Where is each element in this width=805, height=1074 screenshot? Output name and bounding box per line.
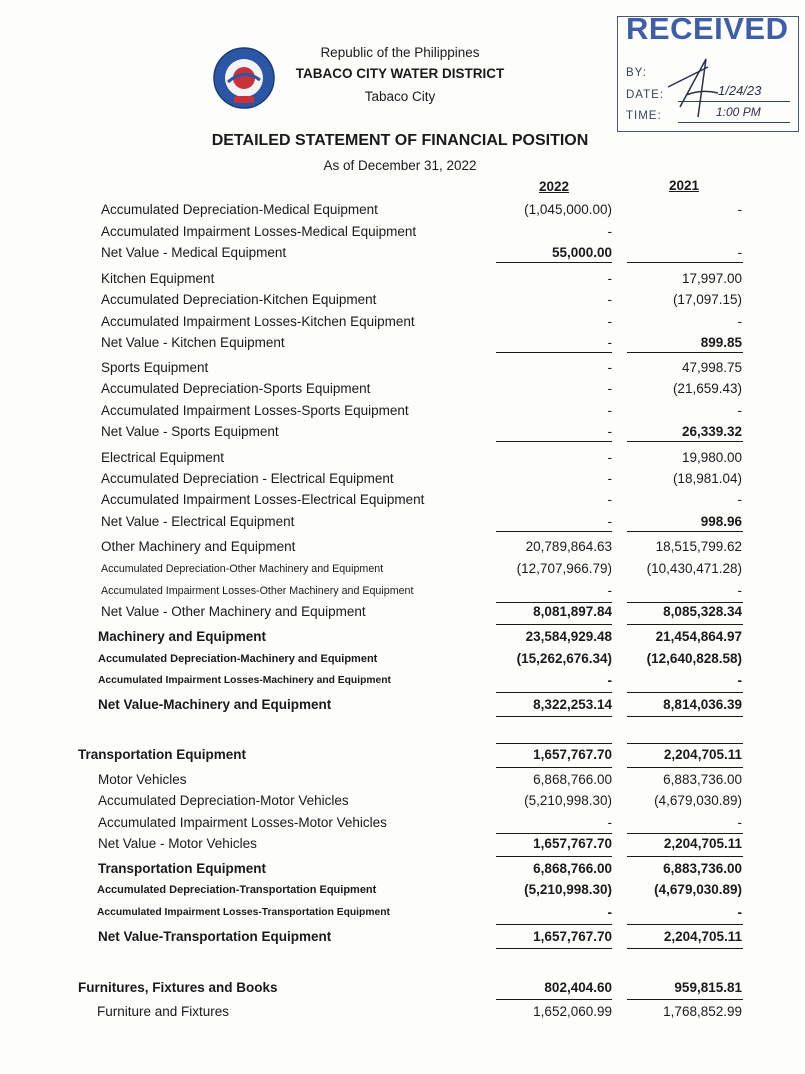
value-2021: (12,640,828.58): [646, 651, 742, 666]
row-label: Net Value - Kitchen Equipment: [101, 335, 285, 350]
value-2022: 802,404.60: [544, 980, 612, 995]
value-2021: -: [737, 202, 742, 217]
value-2022: 8,322,253.14: [533, 697, 612, 712]
table-row: [0, 292, 805, 312]
row-label: Accumulated Impairment Losses-Medical Equipment: [101, 224, 417, 239]
value-2021: -: [737, 583, 742, 598]
value-2022: -: [607, 292, 612, 307]
header-city: Tabaco City: [364, 89, 436, 104]
subtotal-rule: [627, 602, 743, 603]
row-label: Kitchen Equipment: [101, 271, 215, 286]
row-label: Accumulated Impairment Losses-Transportation Equipment: [97, 907, 390, 918]
table-row: [0, 224, 805, 244]
stamp-title: RECEIVED: [626, 11, 789, 46]
value-2021: 1,768,852.99: [663, 1004, 742, 1019]
row-label: Net Value-Transportation Equipment: [98, 929, 332, 944]
stamp-date-value: 1/24/23: [718, 83, 762, 98]
table-row: [0, 381, 805, 401]
value-2022: -: [607, 514, 612, 529]
value-2021: 17,997.00: [681, 271, 742, 286]
column-header-2022: 2022: [538, 179, 570, 194]
row-label: Accumulated Impairment Losses-Sports Equipment: [101, 403, 409, 418]
value-2021: 18,515,799.62: [655, 539, 742, 554]
table-row: [0, 539, 805, 559]
table-row: [0, 1004, 805, 1024]
value-2022: -: [607, 403, 612, 418]
stamp-date-label: DATE:: [626, 89, 665, 101]
table-row: [0, 651, 805, 671]
table-row: [0, 583, 805, 603]
table-row: [0, 836, 805, 856]
value-2022: -: [607, 360, 612, 375]
table-row: [0, 471, 805, 491]
subtotal-rule: [627, 767, 743, 768]
row-label: Net Value - Medical Equipment: [101, 245, 287, 260]
value-2021: -: [737, 492, 742, 507]
header-republic: Republic of the Philippines: [320, 45, 480, 60]
value-2022: -: [607, 673, 612, 688]
subtotal-rule: [627, 948, 743, 949]
value-2022: -: [607, 314, 612, 329]
row-label: Electrical Equipment: [101, 450, 225, 465]
subtotal-rule: [496, 767, 612, 768]
row-label: Other Machinery and Equipment: [101, 539, 296, 554]
value-2022: -: [607, 335, 612, 350]
value-2021: 2,204,705.11: [663, 929, 742, 944]
row-label: Accumulated Impairment Losses-Machinery and Equipment: [98, 675, 391, 686]
value-2021: 47,998.75: [681, 360, 742, 375]
row-label: Accumulated Impairment Losses-Electrical Equipment: [101, 492, 425, 507]
row-label: Accumulated Depreciation-Motor Vehicles: [98, 793, 349, 808]
row-label: Net Value-Machinery and Equipment: [98, 697, 332, 712]
row-label: Accumulated Depreciation-Medical Equipment: [101, 202, 378, 217]
value-2022: 1,657,767.70: [533, 836, 612, 851]
value-2022: 6,868,766.00: [533, 772, 612, 787]
table-row: [0, 245, 805, 265]
value-2021: 8,085,328.34: [663, 604, 742, 619]
value-2021: 21,454,864.97: [655, 629, 742, 644]
value-2022: -: [607, 450, 612, 465]
value-2021: 6,883,736.00: [663, 772, 742, 787]
table-row: [0, 360, 805, 380]
value-2022: 8,081,897.84: [533, 604, 612, 619]
stamp-time-label: TIME:: [626, 110, 662, 122]
row-label: Accumulated Impairment Losses-Kitchen Equipment: [101, 314, 415, 329]
value-2021: (17,097.15): [672, 292, 742, 307]
value-2022: 20,789,864.63: [525, 539, 612, 554]
row-label: Accumulated Depreciation-Kitchen Equipment: [101, 292, 377, 307]
row-label: Accumulated Depreciation-Transportation Equipment: [97, 884, 377, 896]
value-2021: 8,814,036.39: [663, 697, 742, 712]
subtotal-rule: [496, 602, 612, 603]
row-label: Transportation Equipment: [98, 861, 267, 876]
value-2021: -: [737, 403, 742, 418]
subtotal-rule: [627, 692, 743, 693]
row-label: Motor Vehicles: [98, 772, 187, 787]
table-row: [0, 882, 805, 902]
value-2021: -: [737, 815, 742, 830]
value-2022: 6,868,766.00: [533, 861, 612, 876]
value-2022: -: [607, 583, 612, 598]
subtotal-rule: [496, 948, 612, 949]
value-2022: (15,262,676.34): [516, 651, 612, 666]
value-2022: (1,045,000.00): [524, 202, 612, 217]
table-row: [0, 747, 805, 767]
table-row: [0, 697, 805, 717]
stamp-time-value: 1:00 PM: [716, 105, 761, 119]
table-row: [0, 403, 805, 423]
row-label: Accumulated Depreciation-Other Machinery and Equipment: [101, 563, 384, 575]
value-2021: -: [737, 673, 742, 688]
table-row: [0, 772, 805, 792]
value-2021: 998.96: [700, 514, 742, 529]
value-2022: 23,584,929.48: [525, 629, 612, 644]
value-2022: -: [607, 381, 612, 396]
value-2022: -: [607, 424, 612, 439]
row-label: Furnitures, Fixtures and Books: [78, 980, 278, 995]
value-2021: 2,204,705.11: [663, 836, 742, 851]
table-row: [0, 335, 805, 355]
row-label: Accumulated Impairment Losses-Motor Vehicles: [98, 815, 387, 830]
table-row: [0, 271, 805, 291]
row-label: Net Value - Other Machinery and Equipment: [101, 604, 366, 619]
value-2021: -: [737, 314, 742, 329]
subtotal-rule: [496, 999, 612, 1000]
table-row: [0, 492, 805, 512]
statement-date: As of December 31, 2022: [323, 158, 477, 173]
subtotal-rule: [496, 692, 612, 693]
value-2021: 26,339.32: [681, 424, 742, 439]
table-row: [0, 314, 805, 334]
table-row: [0, 514, 805, 534]
header-district-name: TABACO CITY WATER DISTRICT: [295, 66, 505, 81]
row-label: Machinery and Equipment: [98, 629, 267, 644]
row-label: Accumulated Depreciation-Machinery and Equipment: [98, 653, 378, 665]
value-2022: -: [607, 492, 612, 507]
value-2022: 1,657,767.70: [533, 747, 612, 762]
value-2022: -: [607, 905, 612, 920]
value-2021: 959,815.81: [674, 980, 742, 995]
row-label: Accumulated Depreciation - Electrical Equipment: [101, 471, 394, 486]
row-label: Net Value - Motor Vehicles: [98, 836, 257, 851]
table-row: [0, 202, 805, 222]
row-label: Transportation Equipment: [78, 747, 247, 762]
table-row: [0, 905, 805, 925]
subtotal-rule: [496, 716, 612, 717]
subtotal-rule: [496, 743, 612, 744]
value-2022: -: [607, 471, 612, 486]
value-2022: (12,707,966.79): [516, 561, 612, 576]
subtotal-rule: [627, 624, 743, 625]
table-row: [0, 424, 805, 444]
row-label: Accumulated Depreciation-Sports Equipment: [101, 381, 371, 396]
value-2021: 6,883,736.00: [663, 861, 742, 876]
table-row: [0, 673, 805, 693]
table-row: [0, 604, 805, 624]
table-row: [0, 929, 805, 949]
row-label: Sports Equipment: [101, 360, 209, 375]
table-row: [0, 980, 805, 1000]
subtotal-rule: [627, 716, 743, 717]
value-2022: -: [607, 224, 612, 239]
row-label: Furniture and Fixtures: [97, 1004, 230, 1019]
value-2022: 1,657,767.70: [533, 929, 612, 944]
value-2022: (5,210,998.30): [524, 882, 612, 897]
value-2021: -: [737, 245, 742, 260]
table-row: [0, 450, 805, 470]
subtotal-rule: [496, 624, 612, 625]
statement-title: DETAILED STATEMENT OF FINANCIAL POSITION: [211, 132, 589, 149]
value-2021: (10,430,471.28): [646, 561, 742, 576]
value-2021: (4,679,030.89): [654, 882, 742, 897]
value-2021: 899.85: [700, 335, 742, 350]
subtotal-rule: [496, 856, 612, 857]
value-2022: 1,652,060.99: [533, 1004, 612, 1019]
value-2021: 19,980.00: [681, 450, 742, 465]
subtotal-rule: [627, 856, 743, 857]
row-label: Net Value - Sports Equipment: [101, 424, 279, 439]
table-row: [0, 861, 805, 881]
subtotal-rule: [627, 743, 743, 744]
row-label: Net Value - Electrical Equipment: [101, 514, 295, 529]
subtotal-rule: [496, 924, 612, 925]
table-row: [0, 629, 805, 649]
stamp-by-label: BY:: [626, 67, 647, 79]
subtotal-rule: [627, 999, 743, 1000]
value-2021: (21,659.43): [672, 381, 742, 396]
subtotal-rule: [496, 833, 612, 834]
value-2021: -: [737, 905, 742, 920]
table-row: [0, 561, 805, 581]
value-2021: 2,204,705.11: [663, 747, 742, 762]
value-2021: (18,981.04): [672, 471, 742, 486]
value-2021: (4,679,030.89): [654, 793, 742, 808]
column-header-2021: 2021: [668, 178, 700, 193]
subtotal-rule: [627, 833, 743, 834]
table-row: [0, 815, 805, 835]
value-2022: -: [607, 271, 612, 286]
value-2022: 55,000.00: [551, 245, 612, 260]
subtotal-rule: [627, 924, 743, 925]
row-label: Accumulated Impairment Losses-Other Machinery and Equipment: [101, 585, 414, 597]
table-row: [0, 793, 805, 813]
value-2022: (5,210,998.30): [524, 793, 612, 808]
value-2022: -: [607, 815, 612, 830]
received-stamp: [617, 11, 799, 132]
